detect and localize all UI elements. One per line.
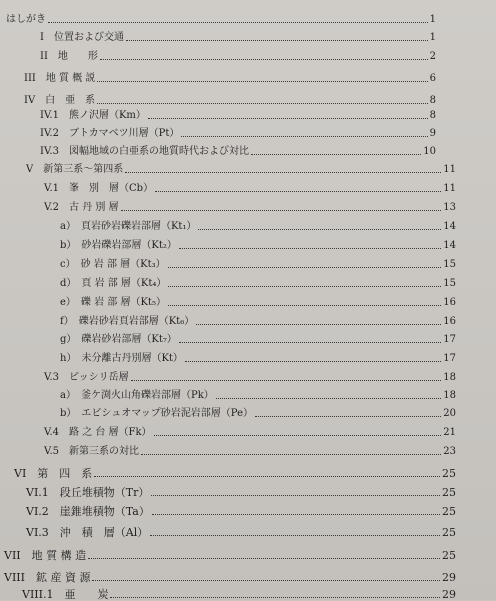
dot-leader: [48, 22, 428, 23]
dot-leader: [255, 416, 441, 417]
toc-entry: [0, 481, 456, 499]
toc-entry-title: V.1 峯 別 層（Cb）: [44, 183, 154, 194]
dot-leader: [148, 118, 428, 119]
toc-entry-title: VI.2 崖錐堆積物（Ta）: [26, 505, 150, 518]
toc-entry-title: VIII.1 亜 炭: [22, 588, 109, 601]
toc-entry: [0, 544, 456, 562]
dot-leader: [100, 59, 428, 60]
toc-entry: [0, 196, 456, 214]
toc-entry-title: d） 頁 岩 部 層（Kt₄）: [60, 278, 167, 289]
dot-leader: [92, 580, 440, 581]
toc-entry-title: c） 砂 岩 部 層（Kt₃）: [60, 259, 166, 270]
dot-leader: [152, 514, 440, 515]
toc-entry-title: b） 砂岩礫岩部層（Kt₂）: [60, 240, 177, 251]
toc-entry: [0, 45, 436, 63]
dot-leader: [181, 136, 427, 137]
toc-entry-title: IV.2 ブトカマベツ川層（Pt）: [40, 128, 180, 139]
toc-entry: [0, 67, 436, 85]
toc-entry-title: V.5 新第三系の対比: [44, 446, 140, 457]
toc-entry-title: V.3 ピッシリ岳層: [44, 372, 129, 383]
toc-entry-title: V 新第三系〜第四系: [26, 164, 124, 175]
toc-entry: [0, 384, 456, 402]
dot-leader: [168, 267, 442, 268]
toc-entry-page-number: 18: [443, 390, 456, 401]
toc-entry-page-number: 11: [443, 164, 456, 175]
toc-entry: [0, 158, 456, 176]
dot-leader: [168, 286, 441, 287]
toc-entry-title: VI 第 四 系: [14, 467, 93, 480]
toc-entry: [0, 104, 436, 122]
toc-entry: [0, 521, 456, 539]
toc-entry-title: VIII 鉱 産 資 源: [4, 571, 91, 584]
toc-entry-title: I 位置および交通: [40, 32, 124, 43]
toc-entry: [0, 122, 436, 140]
dot-leader: [179, 342, 441, 343]
toc-entry-title: a） 頁岩砂岩礫岩部層（Kt₁）: [60, 221, 197, 232]
dot-leader: [196, 324, 441, 325]
toc-entry: [0, 440, 456, 458]
dot-leader: [198, 229, 441, 230]
toc-entry-title: IV 白 亜 系: [24, 95, 96, 106]
toc-entry: [0, 500, 456, 518]
toc-entry-title: VI.1 段丘堆積物（Tr）: [26, 486, 150, 499]
dot-leader: [97, 81, 427, 82]
toc-entry-title: g） 礫岩砂岩部層（Kt₇）: [60, 334, 177, 345]
toc-entry: [0, 462, 456, 480]
toc-entry: [0, 215, 456, 233]
dot-leader: [88, 558, 440, 559]
toc-entry: [0, 347, 456, 365]
dot-leader: [125, 172, 441, 173]
toc-entry: [0, 402, 456, 420]
toc-entry-page-number: 25: [442, 526, 456, 539]
toc-entry-page-number: 29: [442, 571, 456, 584]
toc-entry: [0, 177, 456, 195]
toc-entry-title: V.2 古 丹 別 層: [44, 202, 119, 213]
toc-entry: [0, 253, 456, 271]
toc-entry-page-number: 23: [443, 446, 456, 457]
dot-leader: [151, 495, 440, 496]
dot-leader: [179, 248, 441, 249]
toc-entry: [0, 566, 456, 584]
toc-entry-page-number: 16: [443, 316, 456, 327]
toc-entry-page-number: 29: [442, 588, 456, 601]
toc-entry: [0, 272, 456, 290]
toc-entry-page-number: 1: [429, 14, 436, 25]
dot-leader: [131, 380, 442, 381]
toc-entry: [0, 310, 456, 328]
toc-entry-title: IV.1 熊ノ沢層（Km）: [40, 110, 146, 121]
toc-entry-page-number: 17: [443, 353, 456, 364]
toc-entry-title: a） 釜ケ渕火山角礫岩部層（Pk）: [60, 390, 214, 401]
dot-leader: [110, 597, 440, 598]
toc-entry-page-number: 17: [443, 334, 456, 345]
toc-entry: [0, 26, 436, 44]
toc-entry-page-number: 21: [443, 427, 456, 438]
toc-entry-page-number: 14: [443, 221, 456, 232]
toc-entry-page-number: 8: [429, 95, 436, 106]
toc-entry-title: IV.3 図幅地域の白亜系の地質時代および対比: [40, 146, 249, 157]
dot-leader: [155, 191, 441, 192]
dot-leader: [251, 154, 421, 155]
toc-entry: [0, 291, 456, 309]
toc-entry: [0, 140, 436, 158]
toc-entry-page-number: 8: [429, 110, 436, 121]
toc-entry-title: e） 礫 岩 部 層（Kt₅）: [60, 297, 166, 308]
dot-leader: [185, 361, 441, 362]
toc-entry-title: b） エビシュオマップ砂岩泥岩部層（Pe）: [60, 408, 253, 419]
dot-leader: [126, 40, 428, 41]
dot-leader: [94, 476, 440, 477]
toc-entry-page-number: 18: [443, 372, 456, 383]
dot-leader: [216, 398, 442, 399]
toc-entry-page-number: 20: [443, 408, 456, 419]
dot-leader: [168, 305, 441, 306]
toc-entry-page-number: 10: [423, 146, 436, 157]
toc-entry-page-number: 2: [429, 51, 436, 62]
dot-leader: [141, 454, 441, 455]
dot-leader: [150, 535, 440, 536]
toc-entry: [0, 366, 456, 384]
toc-entry-page-number: 16: [443, 297, 456, 308]
toc-entry: [0, 328, 456, 346]
toc-entry-title: はしがき: [6, 14, 46, 25]
toc-entry-page-number: 11: [443, 183, 456, 194]
toc-entry-page-number: 25: [442, 549, 456, 562]
toc-entry: [0, 583, 456, 601]
toc-entry: [0, 234, 456, 252]
toc-entry-title: V.4 路 之 台 層（Fk）: [44, 427, 152, 438]
toc-entry-page-number: 1: [429, 32, 436, 43]
toc-entry-title: III 地 質 概 説: [24, 73, 96, 84]
toc-entry-page-number: 15: [443, 278, 456, 289]
toc-entry-page-number: 15: [443, 259, 456, 270]
dot-leader: [154, 435, 442, 436]
toc-entry-page-number: 13: [443, 202, 456, 213]
toc-entry: [0, 421, 456, 439]
toc-entry-page-number: 25: [442, 486, 456, 499]
dot-leader: [121, 210, 442, 211]
toc-entry-page-number: 25: [442, 505, 456, 518]
toc-entry-page-number: 6: [429, 73, 436, 84]
toc-entry-page-number: 14: [443, 240, 456, 251]
toc-entry: [0, 8, 436, 26]
toc-entry-title: h） 未分離古丹別層（Kt）: [60, 353, 183, 364]
toc-entry-page-number: 25: [442, 467, 456, 480]
toc-entry-title: VI.3 沖 積 層（Al）: [26, 526, 149, 539]
toc-entry-page-number: 9: [429, 128, 436, 139]
toc-entry-title: II 地 形: [40, 51, 98, 62]
toc-entry-title: f） 礫岩砂岩頁岩部層（Kt₆）: [60, 316, 195, 327]
toc-entry-title: VII 地 質 構 造: [4, 549, 87, 562]
